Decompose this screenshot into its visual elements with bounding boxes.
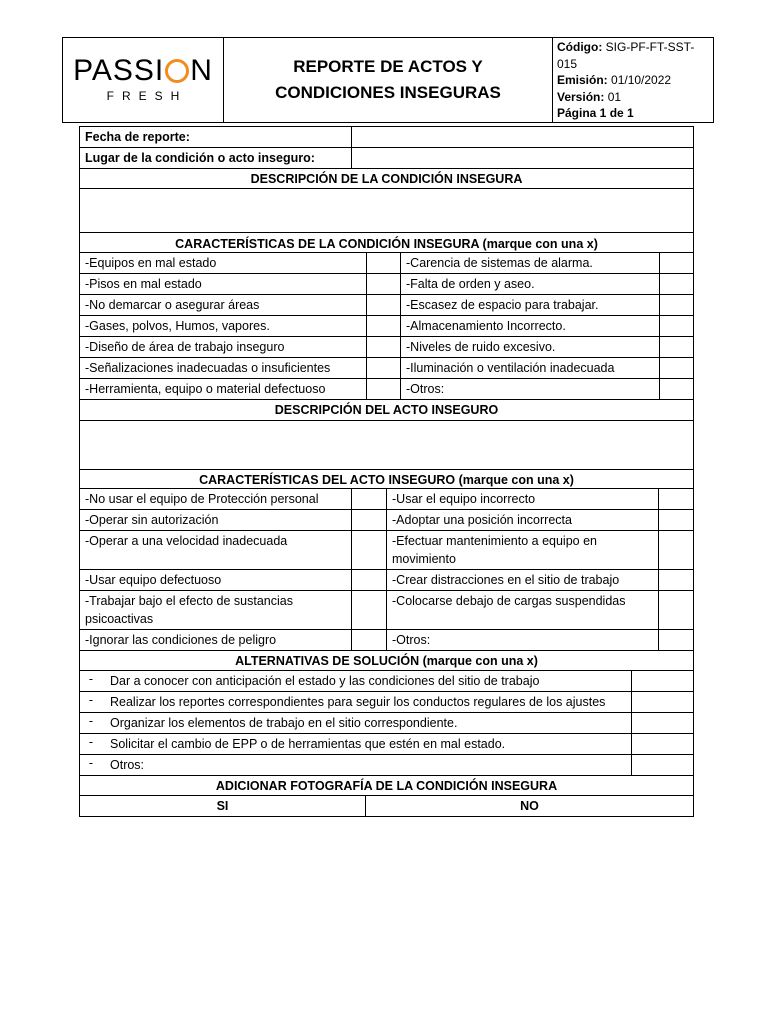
acto-row <box>79 530 694 569</box>
foto-no-option[interactable]: NO <box>365 795 693 816</box>
alternativa-row <box>79 712 694 733</box>
condicion-checkbox[interactable] <box>366 252 400 273</box>
car-acto-title: CARACTERÍSTICAS DEL ACTO INSEGURO (marque con una x) <box>79 469 694 488</box>
meta-codigo: Código: SIG-PF-FT-SST-015 <box>557 40 695 71</box>
company-logo <box>63 38 224 123</box>
list-dash: - <box>80 712 102 733</box>
alternativa-checkbox[interactable] <box>631 670 693 691</box>
condicion-item: -Almacenamiento Incorrecto. <box>400 315 659 336</box>
condicion-checkbox[interactable] <box>659 273 693 294</box>
meta-version: Versión: 01 <box>557 89 622 104</box>
lugar-label: Lugar de la condición o acto inseguro: <box>80 147 351 168</box>
condicion-item: -Iluminación o ventilación inadecuada <box>400 357 659 378</box>
acto-checkbox[interactable] <box>658 629 693 650</box>
alternativa-row <box>79 670 694 691</box>
condicion-checkbox[interactable] <box>366 273 400 294</box>
acto-checkbox[interactable] <box>658 590 693 629</box>
condicion-checkbox[interactable] <box>659 357 693 378</box>
condicion-checkbox[interactable] <box>659 378 693 399</box>
alternativa-item: Otros: <box>102 754 631 775</box>
acto-item: -No usar el equipo de Protección personal <box>80 488 351 509</box>
report-date-row <box>79 126 694 147</box>
acto-checkbox[interactable] <box>351 509 386 530</box>
acto-item: -Otros: <box>386 629 658 650</box>
alternativa-checkbox[interactable] <box>631 712 693 733</box>
condicion-row <box>79 336 694 357</box>
acto-item: -Operar a una velocidad inadecuada <box>80 530 351 569</box>
alternativa-checkbox[interactable] <box>631 733 693 754</box>
meta-pagina: Página 1 de 1 <box>557 106 634 120</box>
acto-checkbox[interactable] <box>351 488 386 509</box>
logo-orange-o-icon <box>165 59 189 83</box>
condicion-row <box>79 252 694 273</box>
list-dash: - <box>80 670 102 691</box>
condicion-checkbox[interactable] <box>366 378 400 399</box>
acto-checkbox[interactable] <box>351 590 386 629</box>
list-dash: - <box>80 733 102 754</box>
condicion-checkbox[interactable] <box>366 315 400 336</box>
acto-checkbox[interactable] <box>351 530 386 569</box>
condicion-row <box>79 357 694 378</box>
condicion-item: -Diseño de área de trabajo inseguro <box>80 336 366 357</box>
desc-condicion-title: DESCRIPCIÓN DE LA CONDICIÓN INSEGURA <box>79 168 694 188</box>
condicion-row <box>79 273 694 294</box>
acto-checkbox[interactable] <box>351 629 386 650</box>
acto-item: -Usar equipo defectuoso <box>80 569 351 590</box>
foto-title: ADICIONAR FOTOGRAFÍA DE LA CONDICIÓN INSEGURA <box>79 775 694 795</box>
foto-options-row <box>79 795 694 817</box>
acto-checkbox[interactable] <box>658 530 693 569</box>
foto-si-option[interactable]: SI <box>80 795 365 816</box>
condicion-item: -Carencia de sistemas de alarma. <box>400 252 659 273</box>
condicion-item: -Niveles de ruido excesivo. <box>400 336 659 357</box>
document-title: REPORTE DE ACTOS Y CONDICIONES INSEGURAS <box>224 38 553 123</box>
acto-item: -Ignorar las condiciones de peligro <box>80 629 351 650</box>
acto-checkbox[interactable] <box>658 509 693 530</box>
document-header <box>62 37 714 123</box>
condicion-checkbox[interactable] <box>366 357 400 378</box>
car-condicion-title: CARACTERÍSTICAS DE LA CONDICIÓN INSEGURA (marque con una x) <box>79 232 694 252</box>
acto-checkbox[interactable] <box>351 569 386 590</box>
logo-subtitle: FRESH <box>106 89 188 104</box>
meta-emision: Emisión: 01/10/2022 <box>557 73 672 87</box>
condicion-row <box>79 315 694 336</box>
alternativa-item: Dar a conocer con anticipación el estado y las condiciones del sitio de trabajo <box>102 670 631 691</box>
acto-item: -Trabajar bajo el efecto de sustancias psicoactivas <box>80 590 351 629</box>
acto-row <box>79 629 694 650</box>
condicion-item: -Otros: <box>400 378 659 399</box>
acto-item: -Operar sin autorización <box>80 509 351 530</box>
condicion-checkbox[interactable] <box>659 252 693 273</box>
condicion-item: -Pisos en mal estado <box>80 273 366 294</box>
alternativas-title: ALTERNATIVAS DE SOLUCIÓN (marque con una x) <box>79 650 694 670</box>
alternativa-item: Realizar los reportes correspondientes para seguir los conductos regulares de los ajustes <box>102 691 631 712</box>
alternativa-item: Organizar los elementos de trabajo en el sitio correspondiente. <box>102 712 631 733</box>
condicion-item: -Señalizaciones inadecuadas o insuficientes <box>80 357 366 378</box>
alternativa-item: Solicitar el cambio de EPP o de herramientas que estén en mal estado. <box>102 733 631 754</box>
logo-wordmark <box>63 56 223 86</box>
desc-acto-title: DESCRIPCIÓN DEL ACTO INSEGURO <box>79 399 694 420</box>
condicion-checkbox[interactable] <box>366 294 400 315</box>
list-dash: - <box>80 754 102 775</box>
condicion-item: -Escasez de espacio para trabajar. <box>400 294 659 315</box>
acto-row <box>79 590 694 629</box>
alternativa-row <box>79 733 694 754</box>
logo-text-left: PASSI <box>73 54 165 88</box>
acto-row <box>79 488 694 509</box>
acto-item: -Usar el equipo incorrecto <box>386 488 658 509</box>
desc-acto-field[interactable] <box>79 420 694 469</box>
acto-item: -Colocarse debajo de cargas suspendidas <box>386 590 658 629</box>
condicion-checkbox[interactable] <box>659 336 693 357</box>
condicion-item: -Equipos en mal estado <box>80 252 366 273</box>
acto-item: -Crear distracciones en el sitio de trabajo <box>386 569 658 590</box>
acto-checkbox[interactable] <box>658 569 693 590</box>
fecha-label: Fecha de reporte: <box>80 126 351 147</box>
report-place-row <box>79 147 694 168</box>
acto-checkbox[interactable] <box>658 488 693 509</box>
condicion-row <box>79 294 694 315</box>
acto-row <box>79 569 694 590</box>
condicion-item: -Gases, polvos, Humos, vapores. <box>80 315 366 336</box>
acto-item: -Adoptar una posición incorrecta <box>386 509 658 530</box>
alternativa-row <box>79 754 694 775</box>
condicion-item: -Falta de orden y aseo. <box>400 273 659 294</box>
acto-item: -Efectuar mantenimiento a equipo en movimiento <box>386 530 658 569</box>
condicion-checkbox[interactable] <box>659 294 693 315</box>
alternativa-checkbox[interactable] <box>631 754 693 775</box>
report-form <box>79 126 694 817</box>
alternativa-checkbox[interactable] <box>631 691 693 712</box>
condicion-item: -No demarcar o asegurar áreas <box>80 294 366 315</box>
logo-text-right: N <box>190 54 213 88</box>
fecha-field[interactable] <box>351 126 693 147</box>
list-dash: - <box>80 691 102 712</box>
acto-row <box>79 509 694 530</box>
desc-condicion-field[interactable] <box>79 188 694 232</box>
condicion-row <box>79 378 694 399</box>
condicion-checkbox[interactable] <box>659 315 693 336</box>
lugar-field[interactable] <box>351 147 693 168</box>
condicion-item: -Herramienta, equipo o material defectuoso <box>80 378 366 399</box>
alternativa-row <box>79 691 694 712</box>
condicion-checkbox[interactable] <box>366 336 400 357</box>
document-meta <box>553 38 714 123</box>
